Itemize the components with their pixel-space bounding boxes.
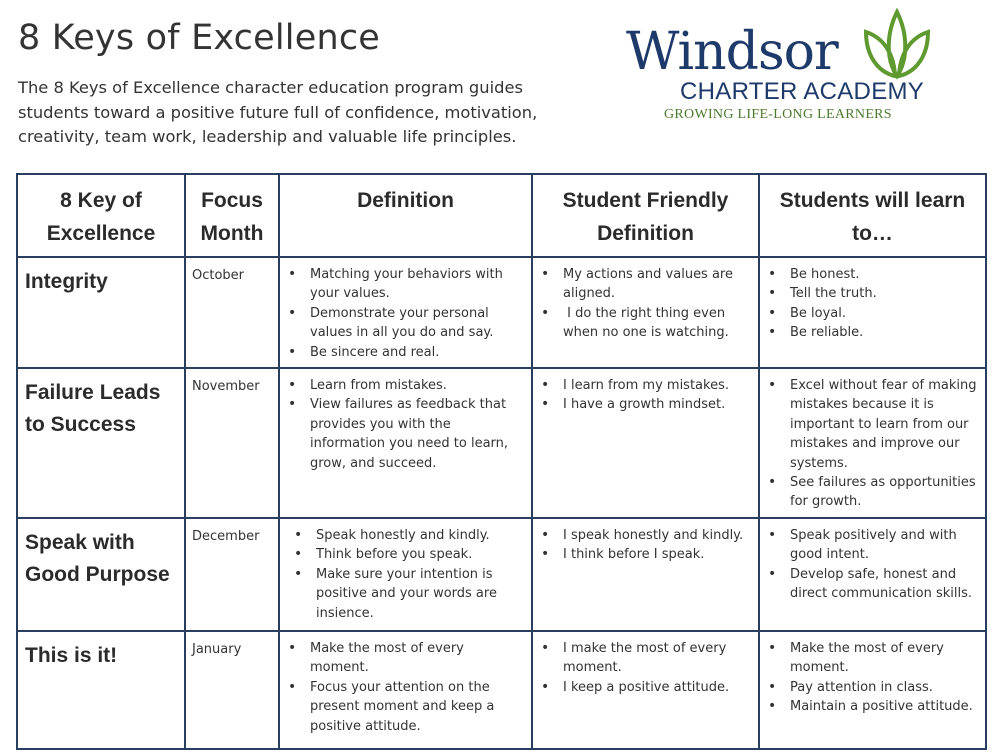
list-item: • I do the right thing even when no one is watching. <box>563 304 752 343</box>
list-item: • Maintain a positive attitude. <box>790 697 979 716</box>
list-item: • Be reliable. <box>790 323 979 342</box>
table-header-row <box>17 174 986 257</box>
list-item: • Make the most of every moment. <box>310 639 525 678</box>
intro-paragraph: The 8 Keys of Excellence character education program guides students toward a positive future full of confidence, motivation, creativity, team work, leadership and valuable life principles. <box>18 78 538 146</box>
list-item: • Pay attention in class. <box>790 678 979 697</box>
header-definition: Definition <box>279 174 532 257</box>
keys-table <box>16 173 987 750</box>
list-item: • I learn from my mistakes. <box>563 376 752 395</box>
list-item: • Speak honestly and kindly. <box>316 526 525 545</box>
friendly-cell <box>532 518 759 631</box>
list-item: • Tell the truth. <box>790 284 979 303</box>
definition-cell <box>279 631 532 749</box>
logo-subtitle: CHARTER ACADEMY <box>680 78 925 105</box>
definition-cell <box>279 368 532 518</box>
list-item: • I keep a positive attitude. <box>563 678 752 697</box>
list-item: • Think before you speak. <box>316 545 525 564</box>
list-item: • View failures as feedback that provides you with the information you need to learn, grow, and succeed. <box>310 395 525 473</box>
list-item: • Focus your attention on the present moment and keep a positive attitude. <box>310 678 525 736</box>
header-learn: Students will learn to… <box>759 174 986 257</box>
list-item: • Demonstrate your personal values in all you do and say. <box>310 304 525 343</box>
definition-cell <box>279 257 532 368</box>
list-item: • Learn from mistakes. <box>310 376 525 395</box>
list-item: • Be sincere and real. <box>310 343 525 362</box>
list-item: • I make the most of every moment. <box>563 639 752 678</box>
table-row <box>17 631 986 749</box>
table-row <box>17 257 986 368</box>
list-item: • I have a growth mindset. <box>563 395 752 414</box>
focus-month: October <box>185 257 279 368</box>
table-row <box>17 518 986 631</box>
list-item: • I think before I speak. <box>563 545 752 564</box>
learn-cell <box>759 257 986 368</box>
table-row <box>17 368 986 518</box>
list-item: • Make sure your intention is positive and your words are insience. <box>316 565 525 623</box>
learn-cell <box>759 631 986 749</box>
header-key: 8 Key of Excellence <box>17 174 185 257</box>
list-item: • Be loyal. <box>790 304 979 323</box>
list-item: • My actions and values are aligned. <box>563 265 752 304</box>
key-name: Failure Leads to Success <box>17 368 185 518</box>
logo-name: Windsor <box>626 22 838 82</box>
key-name: This is it! <box>17 631 185 749</box>
page-title: 8 Keys of Excellence <box>18 18 380 58</box>
header-friendly: Student Friendly Definition <box>532 174 759 257</box>
learn-cell <box>759 368 986 518</box>
list-item: • Make the most of every moment. <box>790 639 979 678</box>
list-item: • Speak positively and with good intent. <box>790 526 979 565</box>
focus-month: November <box>185 368 279 518</box>
list-item: • Excel without fear of making mistakes because it is important to learn from our mistakes and improve our systems. <box>790 376 979 473</box>
list-item: • See failures as opportunities for growth. <box>790 473 979 512</box>
list-item: • I speak honestly and kindly. <box>563 526 752 545</box>
friendly-cell <box>532 368 759 518</box>
list-item: • Matching your behaviors with your values. <box>310 265 525 304</box>
header-month: Focus Month <box>185 174 279 257</box>
leaf-icon <box>862 8 932 80</box>
definition-cell <box>279 518 532 631</box>
friendly-cell <box>532 257 759 368</box>
learn-cell <box>759 518 986 631</box>
school-logo <box>624 8 954 128</box>
list-item: • Be honest. <box>790 265 979 284</box>
focus-month: January <box>185 631 279 749</box>
logo-tagline: GROWING LIFE-LONG LEARNERS <box>664 107 892 122</box>
friendly-cell <box>532 631 759 749</box>
key-name: Integrity <box>17 257 185 368</box>
list-item: • Develop safe, honest and direct communication skills. <box>790 565 979 604</box>
focus-month: December <box>185 518 279 631</box>
key-name: Speak with Good Purpose <box>17 518 185 631</box>
